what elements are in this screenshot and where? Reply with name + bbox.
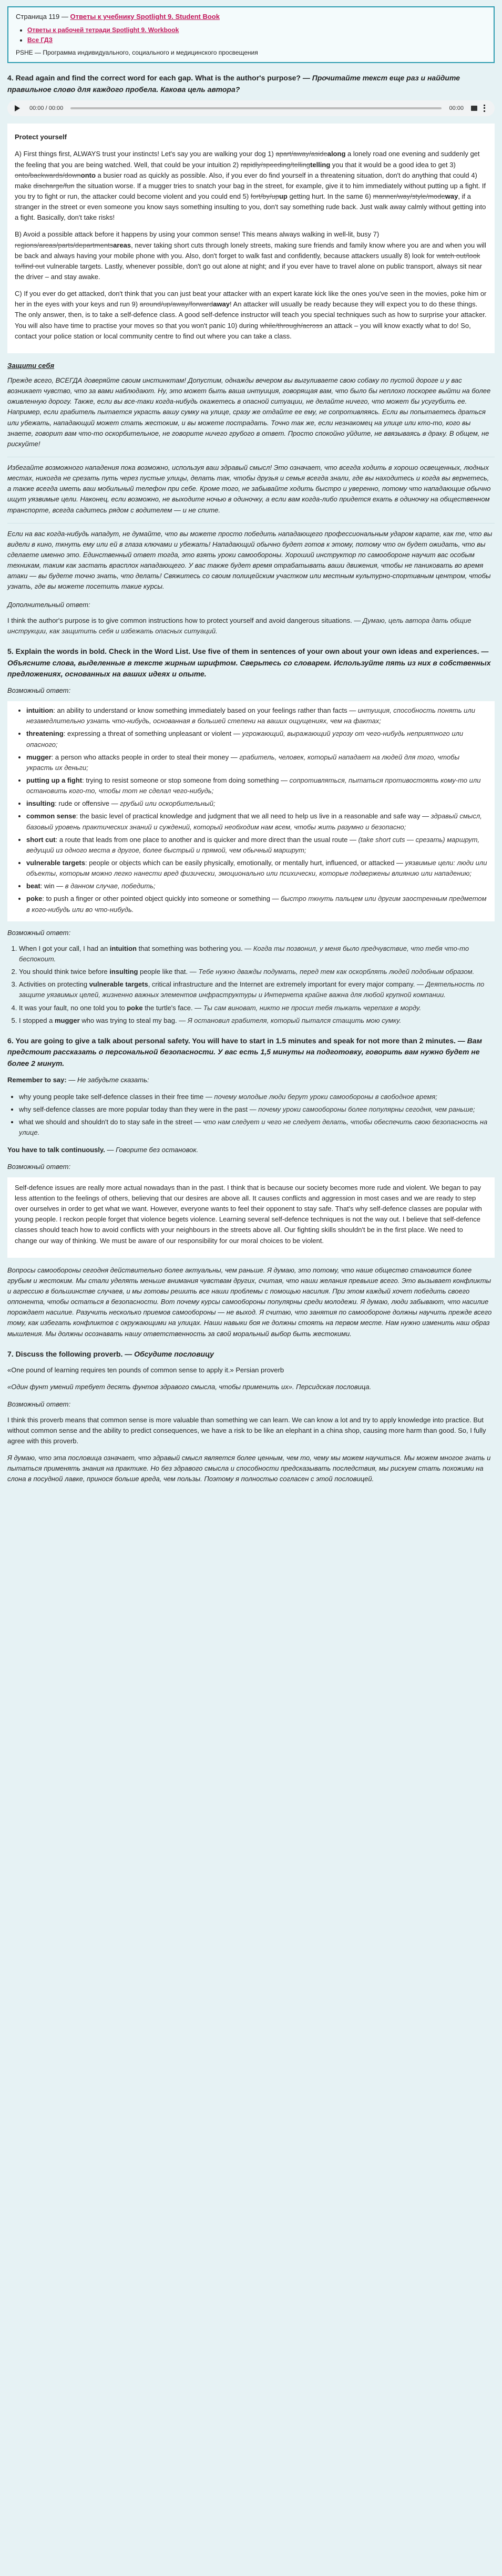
sentence-item	[19, 1015, 495, 1026]
audio-time: 00:00 / 00:00	[29, 105, 64, 111]
remember-ru: — Не забудьте сказать:	[68, 1075, 149, 1084]
audio-current: 00:00	[29, 105, 44, 111]
sentence-translation: — Когда ты позвонил, у меня было предчувствие, что тебя что-то беспокоит.	[19, 944, 469, 963]
sentence-item	[19, 967, 495, 977]
translation-title: Защити себя	[7, 361, 55, 370]
article-paragraph-a	[15, 149, 487, 223]
word-term: insulting	[26, 799, 55, 808]
sentence-text-end: that something was bothering you.	[136, 944, 243, 952]
wrong-options: onto/backwards/down	[15, 171, 81, 179]
word-term: putting up a fight	[26, 776, 83, 784]
word-term: common sense	[26, 812, 76, 820]
answer: along	[327, 150, 346, 158]
word-list-item	[26, 775, 487, 796]
text: A) First things first, ALWAYS trust your instincts! Let's say you are walking your dog 1)	[15, 150, 276, 158]
task-7-title-ru: — Обсудите пословицу	[125, 1349, 214, 1358]
more-options-icon[interactable]	[484, 105, 487, 112]
all-gdz-link[interactable]: Все ГДЗ	[27, 36, 53, 44]
word-term: beat	[26, 882, 40, 890]
word-term: intuition	[26, 706, 54, 715]
translation-paragraph: Прежде всего, ВСЕГДА доверяйте своим инстинктам! Допустим, однажды вечером вы выгуливаете свою собаку по пустой дороге и у вас возникает чувство, что за вами наблюдают. Ну, это может быть ваша интуиция, говорящая вам, что было бы неплохо поскорее выйти на более оживленную дорогу. Также, если вы все-таки когда-нибудь окажетесь в опасной ситуации, не делайте ничего, что может бы усугубить ее. Например, если грабитель пытается украсть вашу сумку на улице, сразу же отдайте ее ему, не сопротивляясь. Если вы попытаетесь драться или убежать, нападающий может стать жестоким, и вы можете пострадать. Точно так же, если незнакомец на улице или кто-то, кого вы знаете, говорит вам что-то оскорбительное, не говорите ничего грубого в ответ. Просто спокойно уйдите, не ввязываясь в драку. В общем, не рискуйте!	[7, 376, 491, 448]
sentence-keyword: poke	[127, 1003, 143, 1012]
wrong-options: discharge/fun	[33, 181, 75, 190]
divider	[7, 523, 495, 524]
audio-time-right: 00:00	[449, 105, 464, 111]
word-translation: интуиция, способность понять или незамедлительно узнать что-нибудь, основанная в большей степени на ваших ощущениях, чем на фактах;	[26, 706, 475, 725]
answer: up	[279, 192, 288, 200]
talk-en: You have to talk continuously.	[7, 1145, 105, 1154]
remember-line	[7, 1075, 495, 1085]
remember-point-ru: — что нам следует и чего не следует делать, чтобы обеспечить свою безопасность на улице.	[19, 1118, 488, 1137]
proverb-en: «One pound of learning requires ten pounds of common sense to apply it.» Persian proverb	[7, 1366, 284, 1374]
sentence-text: You should think twice before	[19, 968, 110, 976]
wrong-options: apart/away/aside	[275, 150, 327, 158]
task-5-title-en: 5. Explain the words in bold. Check in the Word List. Use five of them in sentences of your own about your own ideas and experiences.	[7, 646, 479, 655]
task-6-answer-en: Self-defence issues are really more actual nowadays than in the past. I think that is because our society becomes more rude and violent. We began to pay less attention to the feelings of others, believing that our desires are above all. It causes conflicts and aggression in most cases and we are ready to step over ourselves in order to get what we want. However, everyone wants to feel their opponent to stay safe. That's why self-defence classes are popular with young people. I reckon people forget that violence begets violence. Learning several self-defence techniques is not the way out. I believe that self-defence classes should teach how to avoid conflicts with your neighbours in the streets above all. Our fighting skills shouldn't be in the first place. We need to change our way of thinking. We must be aware of our responsibility for our moral choices to be violent.	[15, 1183, 482, 1245]
word-translation: грабитель, человек, который нападает на людей для того, чтобы украсть их деньги;	[26, 753, 460, 772]
extra-answer-en: I think the author's purpose is to give common instructions how to protect yourself and avoid dangerous situations.	[7, 616, 352, 624]
word-list-item	[26, 705, 487, 726]
word-translation: угрожающий, выражающий угрозу от чего-нибудь неприятного или опасного;	[26, 730, 464, 748]
word-translation: грубый или оскорбительный;	[120, 799, 216, 808]
proverb-ru: «Один фунт умений требует десять фунтов здравого смысла, чтобы применить их». Персидская пословица.	[7, 1383, 372, 1391]
task-7-answer-ru: Я думаю, что эта пословица означает, что здравый смысл является более ценным, чем то, чему мы можем научиться. Мы можем многое знать и пытаться применять знания на практике. Но без здравого смысла и способности предсказывать последствия, мы рискуем стать похожими на слона в посудной лавке, принося больше вреда, чем пользы. Поэтому я полностью согласен с этой пословицей.	[7, 1454, 491, 1483]
extra-answer-label: Дополнительный ответ:	[7, 600, 90, 609]
play-icon[interactable]	[15, 105, 20, 111]
remember-list	[7, 1092, 495, 1138]
workbook-link[interactable]: Ответы к рабочей тетради Spotlight 9. Workbook	[27, 26, 179, 34]
wrong-options: watch out/look to/find out	[15, 251, 480, 270]
text: a lonely road one evening and suddenly get the feeling that you are being watched. Well, that could be your intuition 2)	[15, 150, 480, 169]
word-list-item	[26, 798, 487, 809]
task-6-answer-panel	[7, 1177, 495, 1258]
text: a busier road as quickly as possible. Also, if you ever do find yourself in a threatening situation, don't do anything that could 4) make	[15, 171, 477, 190]
remember-point-ru: — почему молодые люди берут уроки самообороны в свободное время;	[203, 1092, 437, 1101]
talk-line	[7, 1145, 495, 1155]
task-7-title-en: 7. Discuss the following proverb.	[7, 1349, 123, 1358]
word-translation: уязвимые цели: люди или объекты, которым можно легко нанести вред физически, эмоционально или психически, которые подвержены влиянию или нападению;	[26, 858, 487, 878]
word-definition: : a person who attacks people in order to steal their money —	[51, 753, 240, 761]
word-list-item	[26, 752, 487, 773]
word-list-item	[26, 858, 487, 879]
remember-item	[19, 1104, 495, 1115]
task-7-answer-en: I think this proverb means that common sense is more valuable than something we can learn. We can know a lot and try to apply knowledge into practice. But without common sense and the ability to predict consequences, we have a risk to be like an elephant in a china shop, causing more harm than good. So, I fully agree with this proverb.	[7, 1415, 486, 1445]
word-list-panel	[7, 701, 495, 921]
sentence-translation: — Деятельность по защите уязвимых целей, жизненно важных элементов инфраструктуры и Интернета крайне важна для любой крупной компании.	[19, 980, 485, 999]
translation-block	[7, 361, 495, 592]
task-4-heading	[7, 73, 495, 95]
word-definition: : win —	[40, 882, 65, 890]
pshe-note: PSHE — Программа индивидуального, социального и медицинского просвещения	[16, 49, 258, 57]
audio-player	[7, 100, 495, 116]
word-term: short cut	[26, 835, 56, 844]
audio-duration: 00:00	[48, 105, 64, 111]
translation-paragraph: Если на вас когда-нибудь нападут, не думайте, что вы можете просто победить нападающего профессиональным ударом карате, как те, что вы видели в кино, ткнуть ему или ей в глаза ключами и убежать! Нападающий обычно будет готов к этому, потому что он будет ожидать, что вы сделаете именно это. Единственный ответ тогда, это взять уроки самообороны. Хороший инструктор по самообороне научит вас особым техникам, таким как застать врасплох нападающего. У вас также будет время отрабатывать ваши движения, чтобы не паниковать во время атаки — вы будете точно знать, что делать! Свяжитесь со своим полицейским участком или местным культурно-спортивным центром, чтобы узнать, где вы можете посетить такие курсы.	[7, 529, 493, 591]
sentence-item	[19, 1003, 495, 1013]
word-definition: : the basic level of practical knowledge and judgment that we all need to help us live in a reasonable and safe way —	[76, 812, 431, 820]
extra-answer	[7, 615, 495, 637]
wrong-options: rapidly/speeding/telling	[240, 160, 311, 169]
word-definition: : trying to resist someone or stop someone from doing something —	[82, 776, 290, 784]
wrong-options: fort/by/up	[250, 192, 279, 200]
text: vulnerable targets. Lastly, whenever possible, don't go out alone at night; and if you ever have to travel alone on public transport, always sit near the driver – and stay awake.	[15, 262, 482, 281]
talk-ru: — Говорите без остановок.	[107, 1145, 199, 1154]
article-title: Protect yourself	[15, 133, 67, 141]
article-panel	[7, 124, 495, 353]
sentence-text: I stopped a	[19, 1016, 55, 1024]
possible-answer-label-4: Возможный ответ:	[7, 1400, 71, 1408]
remember-point-en: why self-defence classes are more popular today than they were in the past	[19, 1105, 248, 1114]
word-translation: (take short cuts — срезать) маршрут, ведущий из одного места в другое, более быстрый и прямой, чем обычный маршрут;	[26, 835, 479, 854]
word-definition: : expressing a threat of something unpleasant or violent —	[63, 730, 242, 738]
extra-answer-ru: — Думаю, цель автора дать общие инструкции, как защитить себя и избежать опасных ситуаций.	[7, 616, 472, 635]
breadcrumb-prefix: Страница 119 —	[16, 13, 70, 20]
possible-answer-label-3: Возможный ответ:	[7, 1162, 71, 1171]
word-list-item	[26, 894, 487, 915]
sentence-translation: — Я остановил грабителя, который пытался стащить мою сумку.	[177, 1016, 402, 1024]
task-5-title-ru: — Объясните слова, выделенные в тексте жирным шрифтом. Сверьтесь со словарем. Используйте пять из них в собственных предложениях, основанных на ваших идеях и опыте.	[7, 646, 491, 679]
sentence-item	[19, 979, 495, 1000]
sentence-text: When I got your call, I had an	[19, 944, 110, 952]
wrong-options: around/up/away/forward	[139, 300, 213, 309]
task-4-title-en: 4. Read again and find the correct word for each gap. What is the author's purpose?	[7, 73, 301, 82]
text: you that it would be a good idea to get 3)	[330, 160, 456, 169]
sentence-translation: — Тебе нужно дважды подумать, перед тем как оскорблять людей подобным образом.	[188, 968, 475, 976]
text: an attack – you will know exactly what to do! So, contact your police station or local community centre to find out where you can take a class.	[15, 321, 471, 340]
word-list-item	[26, 881, 487, 891]
sentence-text: Activities on protecting	[19, 980, 89, 989]
sentence-keyword: vulnerable targets	[89, 980, 148, 989]
sentence-text: It was your fault, no one told you to	[19, 1003, 127, 1012]
wrong-options: while/through/across	[260, 321, 323, 330]
text: , never taking short cuts through lonely streets, making sure friends and family know where you are and when you will be back and always having your mobile phone with you. Also, don't forget to walk fast and confidently, because attackers usually 8) look for	[15, 241, 486, 260]
sentence-list	[7, 943, 495, 1026]
word-term: mugger	[26, 753, 52, 761]
word-definition: : to push a finger or other pointed object quickly into someone or something —	[42, 895, 281, 903]
article-paragraph-c	[15, 289, 487, 342]
text: , if a stranger in the street or even someone you know says something insulting to you, don't say something rude back. Just walk away calmly without getting into a fight. Basically, don't take risks!	[15, 192, 486, 222]
possible-answer-label: Возможный ответ:	[7, 686, 71, 694]
answer: way	[445, 192, 458, 200]
sentence-keyword: intuition	[109, 944, 137, 952]
sentence-text-end: people like that.	[138, 968, 188, 976]
sentence-keyword: insulting	[109, 968, 138, 976]
word-translation: сопротивляться, пытаться противостоять кому-то или остановить кого-то, чтобы тот не сделал чего-нибудь;	[26, 776, 481, 795]
word-term: vulnerable targets	[26, 858, 85, 867]
audio-progress-bar[interactable]	[70, 107, 442, 109]
word-definition: : a route that leads from one place to another and is quicker and more direct than the usual route —	[55, 835, 358, 844]
sentence-text-end: who was trying to steal my bag.	[79, 1016, 177, 1024]
sentence-keyword: mugger	[54, 1016, 80, 1024]
text: the situation worse. If a mugger tries to snatch your bag in the street, for example, give it to him immediately without putting up a fight. If you try to fight or run, the attacker could become violent and you could end 5)	[15, 181, 486, 200]
nav-link-item	[27, 25, 486, 35]
answer: telling	[310, 160, 331, 169]
nav-links	[16, 25, 486, 45]
word-definition: : rude or offensive —	[55, 799, 120, 808]
remember-en: Remember to say:	[7, 1075, 67, 1084]
text: B) Avoid a possible attack before it happens by using your common sense! This means always walking in well-lit, busy 7)	[15, 230, 380, 239]
word-translation: здравый смысл, базовый уровень практических знаний и суждений, который необходим нам всем, чтобы жить разумно и безопасно;	[26, 812, 482, 831]
text: C) If you ever do get attacked, don't think that you can just beat your attacker with an expert karate kick like the ones you've seen in the movies, poke him or her in the eyes with your keys and run 9)	[15, 290, 487, 309]
task-4-title-ru: — Прочитайте текст еще раз и найдите правильное слово для каждого пробела. Какова цель автора?	[7, 73, 460, 94]
word-definition: : people or objects which can be easily physically, emotionally, or mentally hurt, influenced, or attacked —	[85, 858, 405, 867]
sentence-text-end: , critical infrastructure and the Internet are extremely important for every major company.	[148, 980, 415, 989]
breadcrumb-link[interactable]: Ответы к учебнику Spotlight 9. Student Book	[70, 13, 220, 20]
wrong-options: regions/areas/parts/departments	[15, 241, 114, 249]
breadcrumb	[16, 12, 486, 22]
sentence-item	[19, 943, 495, 964]
sentence-translation: — Ты сам виноват, никто не просил тебя тыкать черепахе в морду.	[192, 1003, 422, 1012]
answer: away	[213, 300, 230, 309]
task-7-heading	[7, 1349, 495, 1360]
task-6-title-ru: — Вам предстоит рассказать о персональной безопасности. У вас есть 1,5 минуты на подготовку, говорить вам нужно будет не более 2 минут.	[7, 1036, 482, 1068]
breadcrumb-box	[7, 6, 495, 63]
word-translation: быстро ткнуть пальцем или другим заостренным предметом в кого-нибудь или во что-нибудь.	[26, 895, 487, 914]
word-list-item	[26, 835, 487, 856]
article-paragraph-b	[15, 229, 487, 282]
wrong-options: manner/way/style/mode	[373, 192, 445, 200]
word-list-item	[26, 728, 487, 750]
task-6-answer-ru: Вопросы самообороны сегодня действительно более актуальны, чем раньше. Я думаю, это потому, что наше общество становится более грубым и жестоким. Мы стали уделять меньше внимания чувствам других, считая, что наши желания превыше всего. Это вызывает конфликты и агрессию в большинстве случаев, и мы готовы решить все наши проблемы с помощью насилия. При этом каждый хочет победить своего оппонента, чтобы остаться в безопасности. Вот почему курсы самообороны популярны среди молодежи. Я думаю, люди забывают, что насилие порождает насилие. Разучить несколько приемов самообороны — не выход. Я считаю, что занятия по самообороне должны научить прежде всего тому, как избегать конфликтов с окружающими на улицах. Наши навыки боя не должны стоять на первом месте. Нам нужно изменить наш образ мышления. Мы должны осознавать нашу ответственность за свой моральный выбор быть жестокими.	[7, 1266, 492, 1338]
remember-point-ru: — почему уроки самообороны более популярны сегодня, чем раньше;	[248, 1105, 475, 1114]
word-term: poke	[26, 895, 43, 903]
nav-link-item	[27, 35, 486, 45]
translation-paragraph: Избегайте возможного нападения пока возможно, используя ваш здравый смысл! Это означает, что всегда ходить в хорошо освещенных, людных местах, никогда не срезать путь через пустые улицы, делать так, чтобы друзья и семья всегда знали, где вы находитесь и когда вы вернетесь, а также всегда иметь ваш мобильный телефон при себе. Кроме того, не забывайте ходить быстро и уверенно, потому что нападающие обычно ищут уязвимые цели. Наконец, если возможно, не выходите ночью в одиночку, а если вам когда-либо придется ехать в одиночку на общественном транспорте, всегда садитесь рядом с водителем — и не спите.	[7, 463, 491, 514]
task-6-heading	[7, 1035, 495, 1070]
word-term: threatening	[26, 730, 64, 738]
task-6-translation	[7, 1265, 495, 1339]
task-5-heading	[7, 646, 495, 680]
word-list-item	[26, 811, 487, 832]
word-definition: : an ability to understand or know something immediately based on your feelings rather than facts —	[53, 706, 358, 715]
task-6-title-en: 6. You are going to give a talk about personal safety. You will have to start in 1.5 minutes and speak for not more than 2 minutes.	[7, 1036, 456, 1045]
volume-icon[interactable]	[471, 106, 477, 111]
text: getting hurt. In the same 6)	[287, 192, 373, 200]
answer: onto	[80, 171, 96, 179]
word-translation: в данном случае, победить;	[65, 882, 156, 890]
word-list	[23, 705, 487, 915]
answer: areas	[113, 241, 131, 249]
remember-item	[19, 1117, 495, 1138]
remember-point-en: why young people take self-defence classes in their free time	[19, 1092, 204, 1101]
remember-item	[19, 1092, 495, 1102]
text: ! An attacker will usually be ready because they will expect you to do these things. The only answer, then, is to take a self-defence class. A good self-defence instructor will teach you special techniques such as how to surprise your attacker. You will also have time to practise your moves so that you won't panic 10) during	[15, 300, 487, 330]
remember-point-en: what we should and shouldn't do to stay safe in the street	[19, 1118, 192, 1126]
sentence-text-end: the turtle's face.	[142, 1003, 193, 1012]
possible-answer-label-2: Возможный ответ:	[7, 928, 71, 937]
